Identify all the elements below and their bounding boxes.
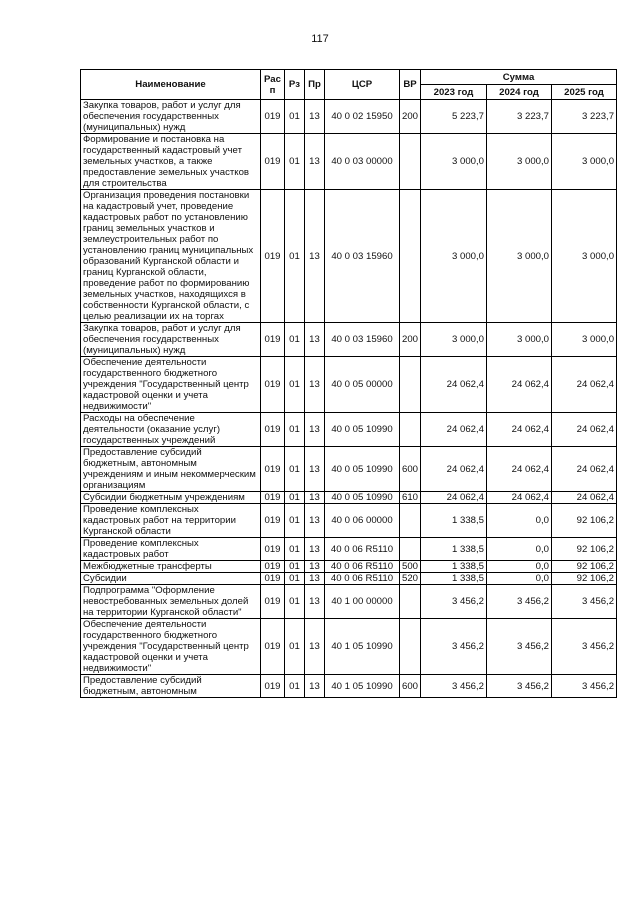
cell-name: Предоставление субсидий бюджетным, автономным учреждениям и иным некоммерческим организациям bbox=[81, 447, 261, 492]
cell-2023: 24 062,4 bbox=[421, 447, 487, 492]
cell-name: Формирование и постановка на государственный кадастровый учет земельных участков, а также предоставление земельных участков для строительства bbox=[81, 134, 261, 190]
cell-2024: 24 062,4 bbox=[487, 413, 552, 447]
cell-rz: 01 bbox=[285, 538, 305, 561]
cell-rz: 01 bbox=[285, 504, 305, 538]
cell-2025: 3 456,2 bbox=[552, 675, 617, 698]
cell-vr bbox=[400, 413, 421, 447]
cell-2024: 3 456,2 bbox=[487, 675, 552, 698]
table-row bbox=[81, 357, 617, 413]
cell-pr: 13 bbox=[305, 413, 325, 447]
cell-2023: 24 062,4 bbox=[421, 492, 487, 504]
cell-pr: 13 bbox=[305, 675, 325, 698]
cell-2023: 1 338,5 bbox=[421, 538, 487, 561]
cell-csr: 40 0 05 10990 bbox=[325, 492, 400, 504]
cell-pr: 13 bbox=[305, 504, 325, 538]
cell-rasp: 019 bbox=[261, 561, 285, 573]
cell-2024: 3 000,0 bbox=[487, 323, 552, 357]
cell-2023: 3 456,2 bbox=[421, 675, 487, 698]
cell-2024: 24 062,4 bbox=[487, 492, 552, 504]
cell-rasp: 019 bbox=[261, 100, 285, 134]
table-row bbox=[81, 619, 617, 675]
cell-name: Закупка товаров, работ и услуг для обеспечения государственных (муниципальных) нужд bbox=[81, 323, 261, 357]
cell-vr bbox=[400, 357, 421, 413]
cell-vr: 520 bbox=[400, 573, 421, 585]
cell-csr: 40 1 05 10990 bbox=[325, 675, 400, 698]
cell-pr: 13 bbox=[305, 134, 325, 190]
cell-2025: 92 106,2 bbox=[552, 504, 617, 538]
cell-2025: 3 456,2 bbox=[552, 585, 617, 619]
col-header-2023: 2023 год bbox=[421, 85, 487, 100]
cell-2025: 24 062,4 bbox=[552, 492, 617, 504]
cell-2023: 3 000,0 bbox=[421, 134, 487, 190]
cell-csr: 40 1 00 00000 bbox=[325, 585, 400, 619]
table-row bbox=[81, 492, 617, 504]
cell-2023: 3 000,0 bbox=[421, 190, 487, 323]
cell-rasp: 019 bbox=[261, 323, 285, 357]
cell-name: Межбюджетные трансферты bbox=[81, 561, 261, 573]
cell-pr: 13 bbox=[305, 573, 325, 585]
table-row bbox=[81, 585, 617, 619]
cell-vr bbox=[400, 538, 421, 561]
table-row bbox=[81, 675, 617, 698]
cell-pr: 13 bbox=[305, 447, 325, 492]
cell-rasp: 019 bbox=[261, 675, 285, 698]
cell-name: Организация проведения постановки на кадастровый учет, проведение кадастровых работ по установлению границ земельных участков и землеустроительных работ по установлению границ муниципальных образований Курганской области и границ Курганской области, проведение работ по формированию земельных участков, находящихся в собственности Курганской области, с целью реализации их на торгах bbox=[81, 190, 261, 323]
cell-vr bbox=[400, 504, 421, 538]
cell-rasp: 019 bbox=[261, 447, 285, 492]
cell-pr: 13 bbox=[305, 585, 325, 619]
table-row bbox=[81, 573, 617, 585]
cell-2024: 3 000,0 bbox=[487, 134, 552, 190]
cell-2024: 24 062,4 bbox=[487, 357, 552, 413]
cell-name: Обеспечение деятельности государственного бюджетного учреждения "Государственный центр кадастровой оценки и учета недвижимости" bbox=[81, 357, 261, 413]
cell-name: Предоставление субсидий бюджетным, автономным bbox=[81, 675, 261, 698]
cell-rz: 01 bbox=[285, 585, 305, 619]
cell-rz: 01 bbox=[285, 447, 305, 492]
cell-vr: 500 bbox=[400, 561, 421, 573]
cell-csr: 40 0 05 10990 bbox=[325, 413, 400, 447]
cell-2023: 1 338,5 bbox=[421, 504, 487, 538]
cell-2024: 3 456,2 bbox=[487, 585, 552, 619]
cell-pr: 13 bbox=[305, 561, 325, 573]
table-row bbox=[81, 504, 617, 538]
cell-2023: 3 000,0 bbox=[421, 323, 487, 357]
cell-csr: 40 0 05 00000 bbox=[325, 357, 400, 413]
cell-2025: 92 106,2 bbox=[552, 573, 617, 585]
cell-2025: 3 456,2 bbox=[552, 619, 617, 675]
cell-rz: 01 bbox=[285, 357, 305, 413]
table-row bbox=[81, 134, 617, 190]
cell-vr: 200 bbox=[400, 323, 421, 357]
col-header-csr: ЦСР bbox=[325, 70, 400, 100]
table-row bbox=[81, 190, 617, 323]
cell-pr: 13 bbox=[305, 357, 325, 413]
cell-2024: 24 062,4 bbox=[487, 447, 552, 492]
table-row bbox=[81, 323, 617, 357]
cell-pr: 13 bbox=[305, 323, 325, 357]
cell-csr: 40 0 02 15950 bbox=[325, 100, 400, 134]
col-header-2025: 2025 год bbox=[552, 85, 617, 100]
col-header-rasp: Рас п bbox=[261, 70, 285, 100]
cell-csr: 40 0 05 10990 bbox=[325, 447, 400, 492]
cell-2025: 3 000,0 bbox=[552, 134, 617, 190]
cell-rasp: 019 bbox=[261, 619, 285, 675]
cell-vr: 600 bbox=[400, 447, 421, 492]
cell-2023: 5 223,7 bbox=[421, 100, 487, 134]
cell-rz: 01 bbox=[285, 100, 305, 134]
col-header-rz: Рз bbox=[285, 70, 305, 100]
table-row bbox=[81, 100, 617, 134]
cell-2024: 0,0 bbox=[487, 538, 552, 561]
cell-rasp: 019 bbox=[261, 492, 285, 504]
cell-csr: 40 1 05 10990 bbox=[325, 619, 400, 675]
cell-rasp: 019 bbox=[261, 585, 285, 619]
budget-table bbox=[80, 69, 617, 698]
cell-2025: 24 062,4 bbox=[552, 357, 617, 413]
cell-rz: 01 bbox=[285, 413, 305, 447]
cell-vr: 200 bbox=[400, 100, 421, 134]
cell-csr: 40 0 06 00000 bbox=[325, 504, 400, 538]
cell-2025: 92 106,2 bbox=[552, 561, 617, 573]
cell-2024: 0,0 bbox=[487, 561, 552, 573]
cell-rz: 01 bbox=[285, 492, 305, 504]
cell-2023: 1 338,5 bbox=[421, 573, 487, 585]
cell-vr bbox=[400, 134, 421, 190]
cell-2023: 24 062,4 bbox=[421, 357, 487, 413]
cell-2023: 3 456,2 bbox=[421, 619, 487, 675]
cell-2023: 3 456,2 bbox=[421, 585, 487, 619]
cell-csr: 40 0 03 15960 bbox=[325, 323, 400, 357]
cell-2025: 3 223,7 bbox=[552, 100, 617, 134]
cell-2024: 3 223,7 bbox=[487, 100, 552, 134]
cell-vr bbox=[400, 619, 421, 675]
cell-name: Проведение комплексных кадастровых работ bbox=[81, 538, 261, 561]
cell-vr: 600 bbox=[400, 675, 421, 698]
cell-2025: 3 000,0 bbox=[552, 190, 617, 323]
table-row bbox=[81, 413, 617, 447]
cell-name: Подпрограмма "Оформление невостребованных земельных долей на территории Курганской области" bbox=[81, 585, 261, 619]
table-body bbox=[81, 100, 617, 698]
cell-vr bbox=[400, 190, 421, 323]
cell-csr: 40 0 06 R5110 bbox=[325, 538, 400, 561]
cell-rasp: 019 bbox=[261, 504, 285, 538]
cell-rasp: 019 bbox=[261, 413, 285, 447]
cell-name: Закупка товаров, работ и услуг для обеспечения государственных (муниципальных) нужд bbox=[81, 100, 261, 134]
cell-2023: 24 062,4 bbox=[421, 413, 487, 447]
col-header-pr: Пр bbox=[305, 70, 325, 100]
col-header-vr: ВР bbox=[400, 70, 421, 100]
cell-rasp: 019 bbox=[261, 538, 285, 561]
col-header-2024: 2024 год bbox=[487, 85, 552, 100]
cell-rz: 01 bbox=[285, 323, 305, 357]
cell-csr: 40 0 03 15960 bbox=[325, 190, 400, 323]
cell-pr: 13 bbox=[305, 100, 325, 134]
cell-2025: 92 106,2 bbox=[552, 538, 617, 561]
cell-rz: 01 bbox=[285, 190, 305, 323]
cell-2025: 24 062,4 bbox=[552, 413, 617, 447]
cell-rz: 01 bbox=[285, 573, 305, 585]
cell-name: Субсидии bbox=[81, 573, 261, 585]
cell-csr: 40 0 06 R5110 bbox=[325, 573, 400, 585]
cell-rasp: 019 bbox=[261, 134, 285, 190]
cell-name: Обеспечение деятельности государственного бюджетного учреждения "Государственный центр кадастровой оценки и учета недвижимости" bbox=[81, 619, 261, 675]
cell-rasp: 019 bbox=[261, 190, 285, 323]
cell-name: Субсидии бюджетным учреждениям bbox=[81, 492, 261, 504]
cell-pr: 13 bbox=[305, 538, 325, 561]
cell-rz: 01 bbox=[285, 561, 305, 573]
cell-2024: 3 000,0 bbox=[487, 190, 552, 323]
cell-rz: 01 bbox=[285, 619, 305, 675]
cell-2025: 24 062,4 bbox=[552, 447, 617, 492]
page-number: 117 bbox=[311, 33, 329, 45]
cell-name: Проведение комплексных кадастровых работ на территории Курганской области bbox=[81, 504, 261, 538]
cell-2024: 3 456,2 bbox=[487, 619, 552, 675]
header-row-1 bbox=[81, 70, 617, 85]
cell-2024: 0,0 bbox=[487, 504, 552, 538]
cell-rasp: 019 bbox=[261, 573, 285, 585]
cell-pr: 13 bbox=[305, 190, 325, 323]
table-row bbox=[81, 447, 617, 492]
cell-rz: 01 bbox=[285, 134, 305, 190]
cell-2024: 0,0 bbox=[487, 573, 552, 585]
col-header-name: Наименование bbox=[81, 70, 261, 100]
cell-rz: 01 bbox=[285, 675, 305, 698]
table-row bbox=[81, 561, 617, 573]
cell-pr: 13 bbox=[305, 619, 325, 675]
cell-pr: 13 bbox=[305, 492, 325, 504]
cell-vr bbox=[400, 585, 421, 619]
cell-2023: 1 338,5 bbox=[421, 561, 487, 573]
cell-name: Расходы на обеспечение деятельности (оказание услуг) государственных учреждений bbox=[81, 413, 261, 447]
cell-2025: 3 000,0 bbox=[552, 323, 617, 357]
cell-csr: 40 0 06 R5110 bbox=[325, 561, 400, 573]
table-row bbox=[81, 538, 617, 561]
cell-csr: 40 0 03 00000 bbox=[325, 134, 400, 190]
col-header-sum: Сумма bbox=[421, 70, 617, 85]
cell-vr: 610 bbox=[400, 492, 421, 504]
cell-rasp: 019 bbox=[261, 357, 285, 413]
